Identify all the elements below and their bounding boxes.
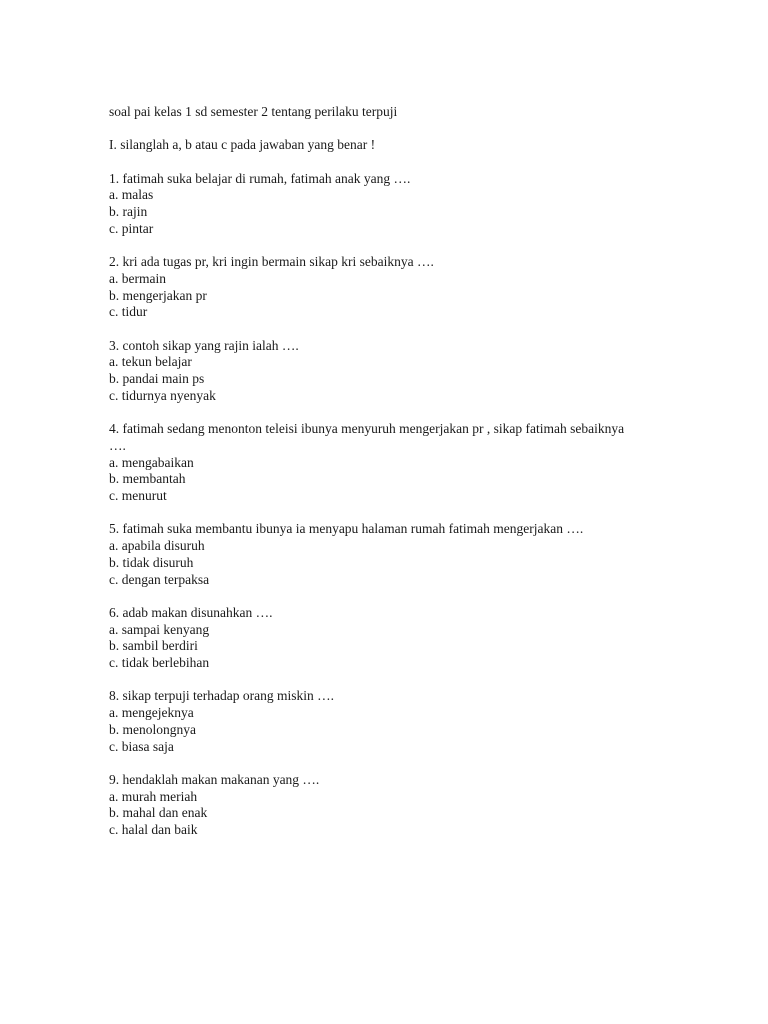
document-title: soal pai kelas 1 sd semester 2 tentang perilaku terpuji <box>109 104 398 119</box>
option-a: a. mengabaikan <box>109 454 194 470</box>
option-b: b. menolongnya <box>109 721 196 737</box>
question-text: 8. sikap terpuji terhadap orang miskin …. <box>109 688 334 704</box>
question-5 <box>109 521 669 588</box>
option-b: b. pandai main ps <box>109 371 205 387</box>
question-4 <box>109 421 669 505</box>
option-b: b. membantah <box>109 471 186 487</box>
question-2 <box>109 254 669 321</box>
question-text: 1. fatimah suka belajar di rumah, fatimah anak yang …. <box>109 170 411 186</box>
option-c: c. tidurnya nyenyak <box>109 387 216 403</box>
option-c: c. tidak berlebihan <box>109 655 210 671</box>
document-page <box>109 104 669 839</box>
option-b: b. mengerjakan pr <box>109 287 207 303</box>
question-text: 4. fatimah sedang menonton teleisi ibunya menyuruh mengerjakan pr , sikap fatimah sebaiknya …. <box>109 421 625 453</box>
option-a: a. bermain <box>109 270 166 286</box>
question-3 <box>109 338 669 405</box>
option-a: a. mengejeknya <box>109 705 194 721</box>
option-b: b. mahal dan enak <box>109 805 208 821</box>
question-1 <box>109 171 669 238</box>
option-c: c. halal dan baik <box>109 822 198 838</box>
question-6 <box>109 605 669 672</box>
option-a: a. tekun belajar <box>109 354 192 370</box>
question-text: 9. hendaklah makan makanan yang …. <box>109 771 320 787</box>
option-a: a. sampai kenyang <box>109 621 210 637</box>
question-text: 5. fatimah suka membantu ibunya ia menyapu halaman rumah fatimah mengerjakan …. <box>109 521 584 537</box>
option-c: c. pintar <box>109 220 154 236</box>
question-9 <box>109 772 669 839</box>
option-a: a. malas <box>109 187 154 203</box>
question-text: 2. kri ada tugas pr, kri ingin bermain sikap kri sebaiknya …. <box>109 254 434 270</box>
option-b: b. rajin <box>109 204 148 220</box>
option-b: b. sambil berdiri <box>109 638 198 654</box>
option-a: a. apabila disuruh <box>109 538 205 554</box>
option-a: a. murah meriah <box>109 788 198 804</box>
question-text: 3. contoh sikap yang rajin ialah …. <box>109 337 299 353</box>
option-c: c. biasa saja <box>109 738 174 754</box>
question-text: 6. adab makan disunahkan …. <box>109 604 273 620</box>
option-c: c. menurut <box>109 488 167 504</box>
option-c: c. tidur <box>109 304 148 320</box>
option-b: b. tidak disuruh <box>109 554 194 570</box>
instruction: I. silanglah a, b atau c pada jawaban yang benar ! <box>109 137 376 153</box>
option-c: c. dengan terpaksa <box>109 571 210 587</box>
question-8 <box>109 688 669 755</box>
